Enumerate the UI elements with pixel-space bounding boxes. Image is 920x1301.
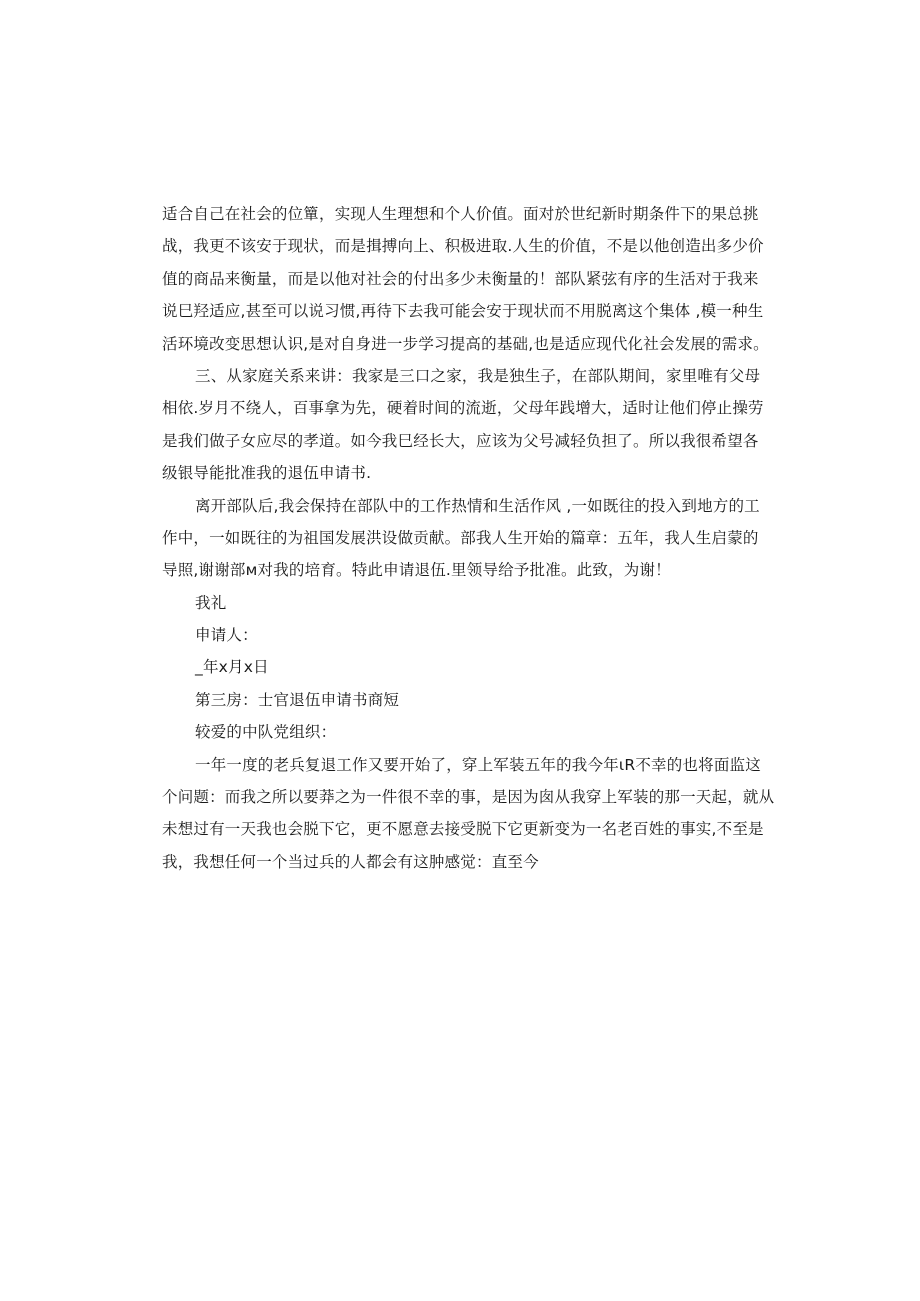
text-line: 值的商品来衡量，而是以他对社会的付出多少未衡量的！部队紧弦有序的生活对于我来 [162, 269, 759, 288]
text-line: 我，我想任何一个当过兵的人都会有这肿感觉：直至今 [162, 852, 539, 871]
text-line: 离开部队后,我会保持在部队中的工作热情和生活作风 ,一如既往的投入到地方的工 [195, 496, 760, 515]
text-line: 第三房：士官退伍申请书商短 [195, 690, 400, 709]
text-line: 是我们做子女应尽的孝道。如今我巳经长大，应该为父号减轻负担了。所以我很希望各 [162, 431, 759, 450]
text-line: 个问题：而我之所以要莽之为一件很不幸的事，是因为囱从我穿上军装的那一天起，就从 [162, 788, 775, 807]
text-line: 适合自己在社会的位簞，实现人生理想和个人价值。面对於世纪新时期条件下的果总挑 [162, 205, 759, 223]
section-heading [162, 684, 762, 716]
text-line: 三、从家庭关系来讲：我家是三口之家，我是独生子，在部队期间，家里唯有父母 [195, 366, 761, 385]
text-line: 相依.岁月不绕人，百事拿为先，硬着时间的流逝，父母年践增大，适时让他们停止操劳 [162, 399, 764, 418]
text-line: 说巳羟适应,甚至可以说习惯,再待下去我可能会安于现状而不用脱离这个集体 ,模一种生 [162, 302, 764, 321]
text-line: 申请人： [195, 626, 258, 645]
text-line: 较爱的中队党组织： [195, 723, 337, 742]
salutation [162, 587, 762, 619]
text-line: 我礼 [195, 593, 227, 612]
date-line [162, 651, 762, 683]
text-line: 战，我更不该安于现状，而是揖搏向上、积极进取.人生的价值，不是以他创造出多少价 [162, 237, 764, 256]
para-family [162, 360, 762, 490]
para-self-worth [162, 198, 769, 360]
text-line: 活环境改变思想认识,是对自身进一步学习提高的基础,也是适应现代化社会发展的需求。 [162, 334, 769, 353]
text-line: 未想过有一天我也会脱下它，更不愿意去接受脱下它更新变为一名老百姓的事实,不至是 [162, 820, 764, 839]
text-line: 一年一度的老兵复退工作又要开始了，穿上军装五年的我今年ιR不幸的也将面监这 [195, 755, 761, 774]
text-line: 导照,谢谢部м对我的培育。特此申请退伍.里领导给予批准。此致，为谢！ [162, 561, 671, 580]
text-line: _年x月x日 [195, 658, 269, 677]
para-old-soldier [162, 749, 775, 879]
addressee-line [162, 716, 762, 748]
text-line: 级银导能批准我的退伍申请书. [162, 464, 372, 483]
applicant-line [162, 619, 762, 651]
document-body [162, 198, 775, 878]
para-after-leaving [162, 490, 762, 587]
text-line: 作中，一如既往的为祖国发展洪设做贡献。部我人生开始的篇章：五年，我人生启蒙的 [162, 528, 759, 547]
